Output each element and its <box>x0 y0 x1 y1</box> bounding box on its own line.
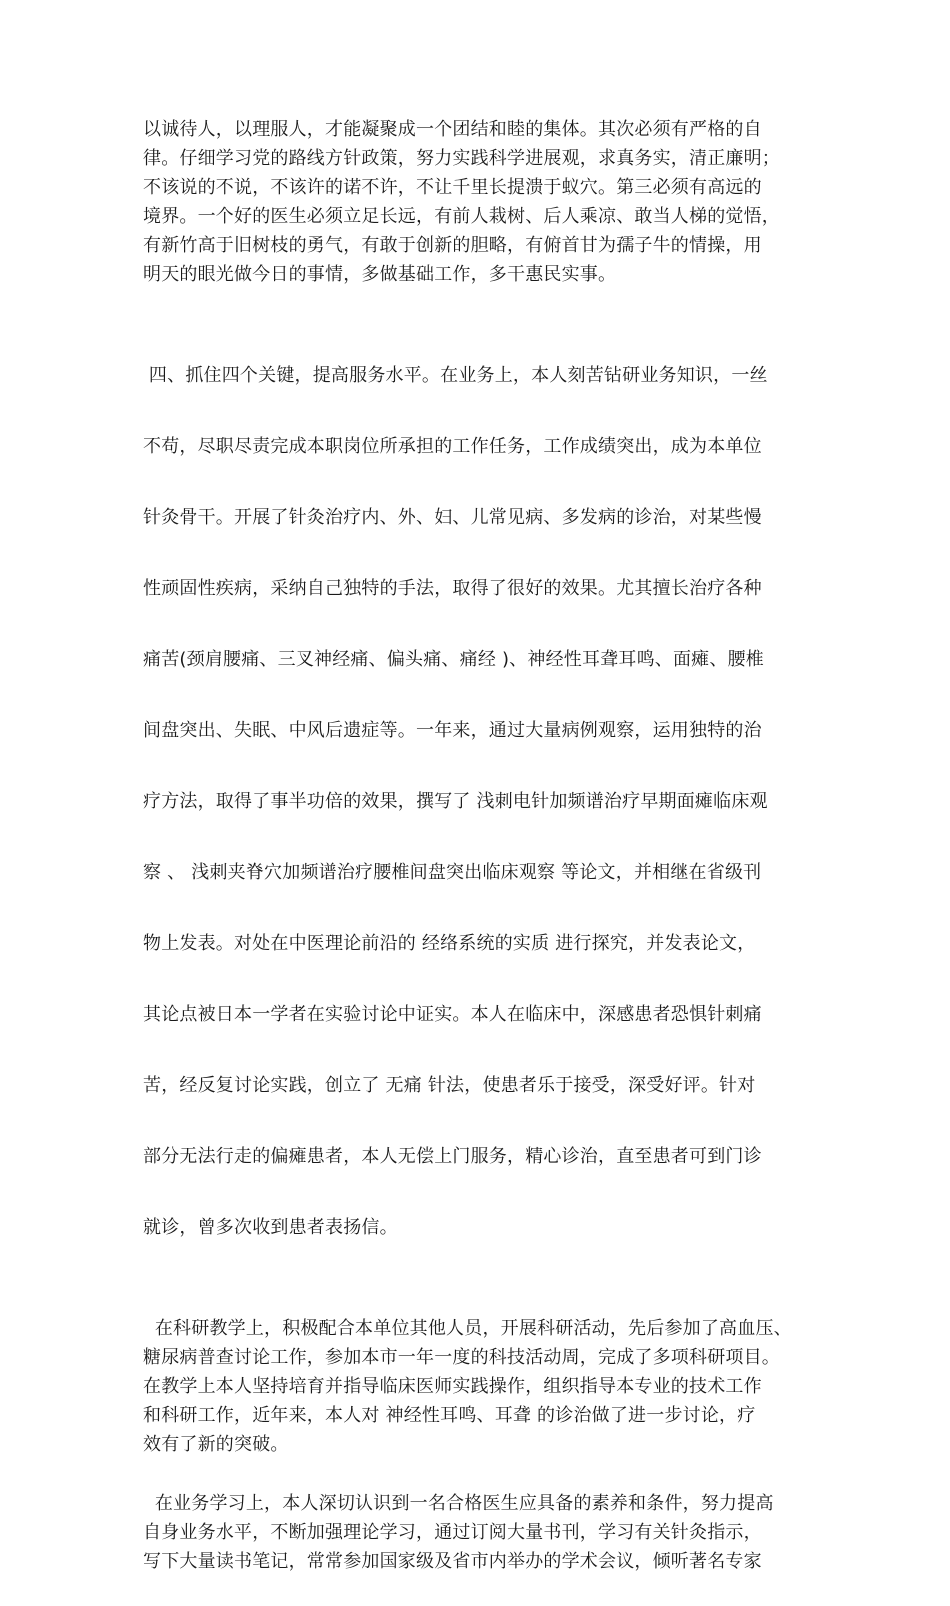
text-line: 物上发表。对处在中医理论前沿的 经络系统的实质 进行探究，并发表论文， <box>143 933 756 954</box>
text-line: 效有了新的突破。 <box>143 1434 289 1455</box>
text-line: 在科研教学上，积极配合本单位其他人员，开展科研活动，先后参加了高血压、 <box>143 1318 792 1339</box>
paragraph-1 <box>143 115 813 289</box>
text-line: 境界。一个好的医生必须立足长远，有前人栽树、后人乘凉、敢当人梯的觉悟， <box>143 206 780 227</box>
text-line: 和科研工作，近年来，本人对 神经性耳鸣、耳聋 的诊治做了进一步讨论，疗 <box>143 1405 756 1426</box>
text-line: 性顽固性疾病，采纳自己独特的手法，取得了很好的效果。尤其擅长治疗各种 <box>143 578 762 599</box>
text-line: 糖尿病普查讨论工作，参加本市一年一度的科技活动周，完成了多项科研项目。 <box>143 1347 780 1368</box>
text-line: 不苟，尽职尽责完成本职岗位所承担的工作任务，工作成绩突出，成为本单位 <box>143 436 762 457</box>
text-line: 疗方法，取得了事半功倍的效果，撰写了 浅刺电针加频谱治疗早期面瘫临床观 <box>143 791 768 812</box>
text-line: 在教学上本人坚持培育并指导临床医师实践操作，组织指导本专业的技术工作 <box>143 1376 762 1397</box>
text-line: 针灸骨干。开展了针灸治疗内、外、妇、儿常见病、多发病的诊治，对某些慢 <box>143 507 762 528</box>
text-line: 在业务学习上，本人深切认识到一名合格医生应具备的素养和条件，努力提高 <box>143 1493 774 1514</box>
paragraph-3 <box>143 1314 813 1459</box>
text-line: 明天的眼光做今日的事情，多做基础工作，多干惠民实事。 <box>143 264 617 285</box>
text-line: 部分无法行走的偏瘫患者，本人无偿上门服务，精心诊治，直至患者可到门诊 <box>143 1146 762 1167</box>
text-line: 察 、 浅刺夹脊穴加频谱治疗腰椎间盘突出临床观察 等论文，并相继在省级刊 <box>143 862 762 883</box>
text-line: 有新竹高于旧树枝的勇气，有敢于创新的胆略，有俯首甘为孺子牛的情操，用 <box>143 235 762 256</box>
text-line: 其论点被日本一学者在实验讨论中证实。本人在临床中，深感患者恐惧针刺痛 <box>143 1004 762 1025</box>
text-line: 写下大量读书笔记，常常参加国家级及省市内举办的学术会议，倾听著名专家 <box>143 1551 762 1572</box>
text-line: 律。仔细学习党的路线方针政策，努力实践科学进展观，求真务实，清正廉明； <box>143 148 780 169</box>
paragraph-2 <box>143 319 813 1284</box>
text-line: 以诚待人，以理服人，才能凝聚成一个团结和睦的集体。其次必须有严格的自 <box>143 119 762 140</box>
text-line: 四、抓住四个关键，提高服务水平。在业务上，本人刻苦钻研业务知识，一丝 <box>143 365 768 386</box>
text-line: 就诊，曾多次收到患者表扬信。 <box>143 1217 398 1238</box>
text-line: 自身业务水平，不断加强理论学习，通过订阅大量书刊，学习有关针灸指示， <box>143 1522 762 1543</box>
text-line: 苦，经反复讨论实践，创立了 无痛 针法，使患者乐于接受，深受好评。针对 <box>143 1075 756 1096</box>
paragraph-4 <box>143 1489 813 1576</box>
text-line: 痛苦(颈肩腰痛、三叉神经痛、偏头痛、痛经 )、神经性耳聋耳鸣、面瘫、腰椎 <box>143 649 764 670</box>
text-line: 间盘突出、失眠、中风后遗症等。一年来，通过大量病例观察，运用独特的治 <box>143 720 762 741</box>
document-body <box>143 115 813 1606</box>
text-line: 不该说的不说，不该许的诺不许，不让千里长提溃于蚁穴。第三必须有高远的 <box>143 177 762 198</box>
